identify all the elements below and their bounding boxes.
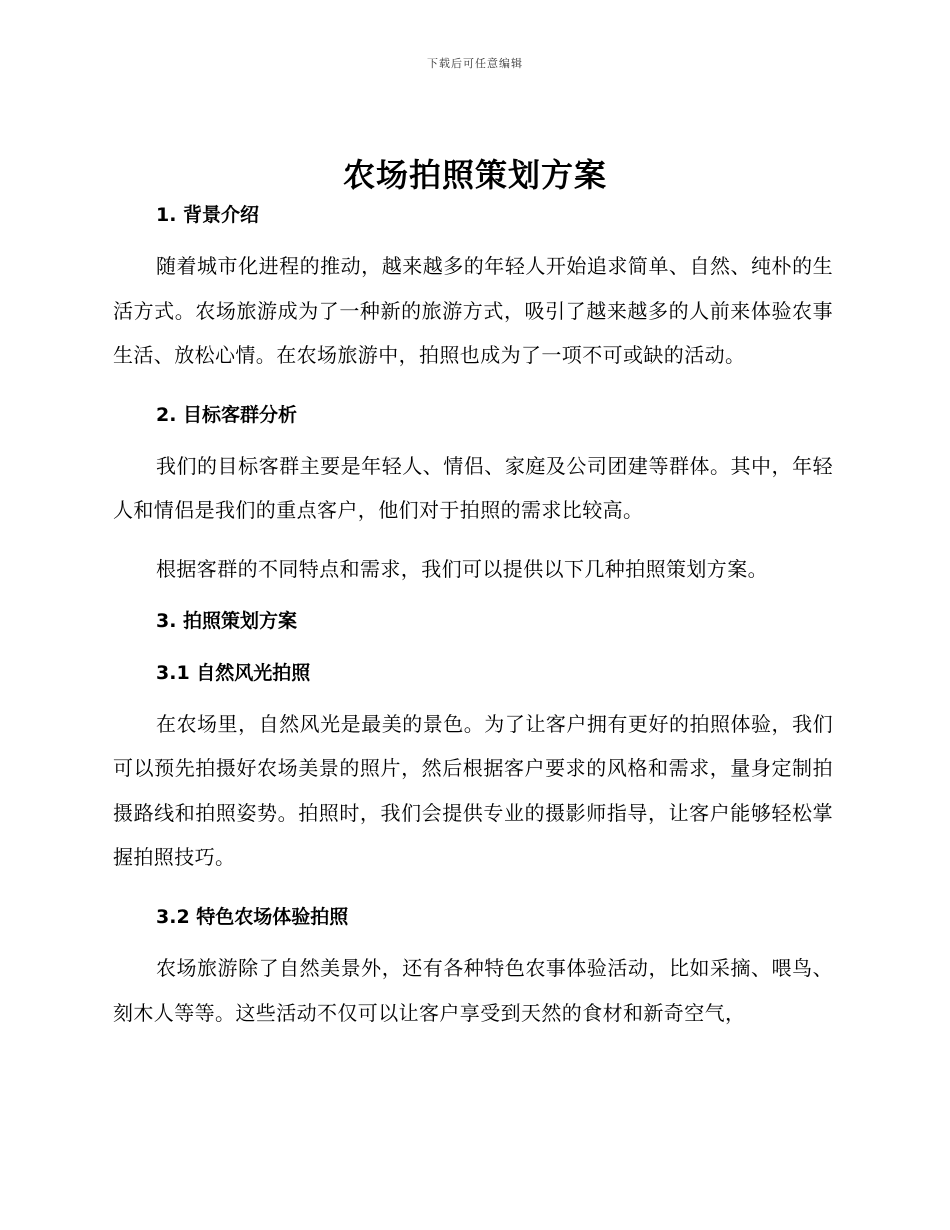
section-heading-photo-plans: 3. 拍照策划方案 xyxy=(156,609,298,632)
subsection-heading-farm-experience: 3.2 特色农场体验拍照 xyxy=(156,905,349,928)
subsection-heading-natural-scenery: 3.1 自然风光拍照 xyxy=(156,661,311,684)
paragraph-target-customers-summary: 根据客群的不同特点和需求，我们可以提供以下几种拍照策划方案。 xyxy=(156,556,768,581)
document-body xyxy=(113,200,833,1035)
paragraph-target-customers: 我们的目标客群主要是年轻人、情侣、家庭及公司团建等群体。其中，年轻人和情侣是我们的重点客户，他们对于拍照的需求比较高。 xyxy=(113,453,833,523)
section-heading-target-customers: 2. 目标客群分析 xyxy=(156,403,298,426)
paragraph-farm-experience: 农场旅游除了自然美景外，还有各种特色农事体验活动，比如采摘、喂鸟、刻木人等等。这些活动不仅可以让客户享受到天然的食材和新奇空气， xyxy=(113,955,833,1025)
paragraph-background: 随着城市化进程的推动，越来越多的年轻人开始追求简单、自然、纯朴的生活方式。农场旅游成为了一种新的旅游方式，吸引了越来越多的人前来体验农事生活、放松心情。在农场旅游中，拍照也成为了一项不可或缺的活动。 xyxy=(113,254,833,368)
header-note: 下载后可任意编辑 xyxy=(427,57,523,70)
paragraph-natural-scenery: 在农场里，自然风光是最美的景色。为了让客户拥有更好的拍照体验，我们可以预先拍摄好农场美景的照片，然后根据客户要求的风格和需求，量身定制拍摄路线和拍照姿势。拍照时，我们会提供专业的摄影师指导，让客户能够轻松掌握拍照技巧。 xyxy=(113,711,833,870)
section-heading-background: 1. 背景介绍 xyxy=(156,204,260,226)
document-title: 农场拍照策划方案 xyxy=(342,156,607,194)
